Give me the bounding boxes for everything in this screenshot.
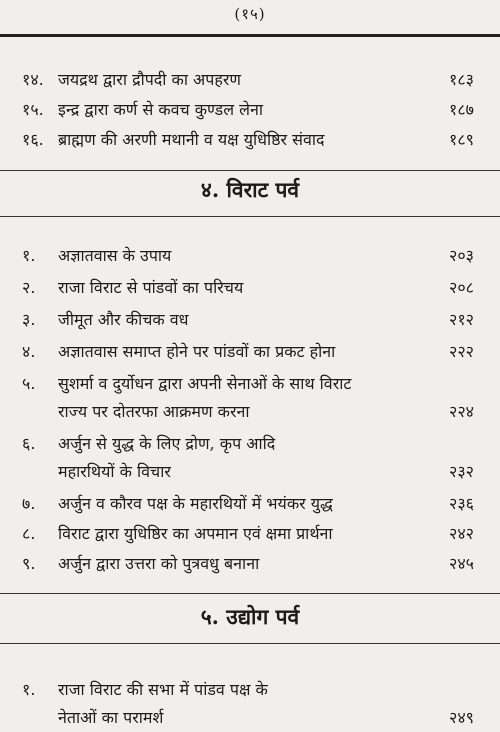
section-heading: ४. विराट पर्व xyxy=(200,177,300,202)
entry-number: ९. xyxy=(22,554,36,573)
entry-page: २४९ xyxy=(449,708,474,727)
entry-page: १८७ xyxy=(449,100,474,119)
entry-number: १६. xyxy=(22,130,44,149)
toc-entry-continuation xyxy=(0,704,500,732)
entry-title: सुशर्मा व दुर्योधन द्वारा अपनी सेनाओं के साथ विराट xyxy=(58,374,352,393)
section-divider xyxy=(0,216,500,217)
toc-entry-continuation xyxy=(0,398,500,426)
entry-number: १. xyxy=(22,246,36,265)
top-divider xyxy=(0,34,500,37)
toc-entry xyxy=(0,242,500,270)
toc-entry xyxy=(0,520,500,548)
toc-entry xyxy=(0,306,500,334)
entry-title-continuation: नेताओं का परामर्श xyxy=(58,708,164,727)
toc-entry-continuation xyxy=(0,458,500,486)
entry-title: विराट द्वारा युधिष्ठिर का अपमान एवं क्षमा प्रार्थना xyxy=(58,524,333,543)
toc-entry xyxy=(0,676,500,704)
entry-number: ७. xyxy=(22,494,36,513)
entry-title: अर्जुन द्वारा उत्तरा को पुत्रवधु बनाना xyxy=(58,554,260,573)
entry-title: अर्जुन व कौरव पक्ष के महारथियों में भयंकर युद्ध xyxy=(58,494,333,513)
section-divider xyxy=(0,643,500,644)
page-number: (१५) xyxy=(234,5,266,23)
toc-entry xyxy=(0,66,500,94)
entry-number: ८. xyxy=(22,524,36,543)
section-divider xyxy=(0,593,500,594)
entry-page: २०८ xyxy=(449,278,474,297)
entry-page: २३२ xyxy=(449,462,474,481)
entry-page: २०३ xyxy=(449,246,474,265)
entry-number: ५. xyxy=(22,374,36,393)
entry-page: २२४ xyxy=(449,402,474,421)
toc-entry xyxy=(0,370,500,398)
entry-title: अर्जुन से युद्ध के लिए द्रोण, कृप आदि xyxy=(58,434,276,453)
entry-title: ब्राह्मण की अरणी मथानी व यक्ष युधिष्ठिर संवाद xyxy=(58,130,325,149)
toc-entry xyxy=(0,96,500,124)
entry-title: राजा विराट से पांडवों का परिचय xyxy=(58,278,244,297)
entry-number: १. xyxy=(22,680,36,699)
entry-number: ४. xyxy=(22,342,36,361)
toc-entry xyxy=(0,490,500,518)
toc-entry xyxy=(0,338,500,366)
entry-number: १४. xyxy=(22,70,44,89)
section-heading: ५. उद्योग पर्व xyxy=(200,604,300,629)
toc-entry xyxy=(0,274,500,302)
entry-number: ३. xyxy=(22,310,36,329)
entry-page: २४५ xyxy=(449,554,474,573)
toc-entry xyxy=(0,126,500,154)
entry-page: १८९ xyxy=(449,130,474,149)
entry-page: २१२ xyxy=(449,310,474,329)
toc-entry xyxy=(0,430,500,458)
entry-number: २. xyxy=(22,278,36,297)
entry-title: राजा विराट की सभा में पांडव पक्ष के xyxy=(58,680,268,699)
entry-page: २२२ xyxy=(449,342,474,361)
entry-title: इन्द्र द्वारा कर्ण से कवच कुण्डल लेना xyxy=(58,100,264,119)
entry-page: २३६ xyxy=(449,494,474,513)
entry-title: अज्ञातवास के उपाय xyxy=(58,246,172,265)
section-divider xyxy=(0,170,500,171)
entry-title: जीमूत और कीचक वध xyxy=(58,310,189,329)
entry-title-continuation: महारथियों के विचार xyxy=(58,462,171,481)
entry-number: १५. xyxy=(22,100,44,119)
entry-number: ६. xyxy=(22,434,36,453)
entry-title: जयद्रथ द्वारा द्रौपदी का अपहरण xyxy=(58,70,241,89)
entry-title-continuation: राज्य पर दोतरफा आक्रमण करना xyxy=(58,402,250,421)
entry-page: १८३ xyxy=(449,70,474,89)
toc-entry xyxy=(0,550,500,578)
entry-title: अज्ञातवास समाप्त होने पर पांडवों का प्रकट होना xyxy=(58,342,336,361)
entry-page: २४२ xyxy=(449,524,474,543)
